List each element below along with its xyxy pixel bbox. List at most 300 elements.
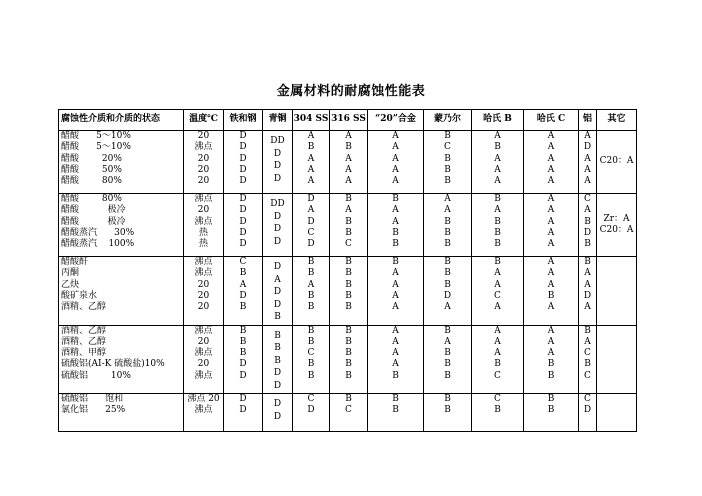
cell-line: B <box>494 405 501 416</box>
cell-line: A <box>547 302 555 313</box>
cell-line: B <box>444 268 451 279</box>
corrosion-table <box>58 109 637 432</box>
cell-line: B <box>494 359 501 370</box>
header-316ss: 316 SS <box>330 110 368 131</box>
cell-line: B <box>392 194 399 204</box>
cell-line: 酒精、乙醇 <box>61 302 107 313</box>
cell-line: A <box>584 302 591 313</box>
cell-line: B <box>547 359 555 370</box>
cell-line: B <box>444 370 451 381</box>
iron-steel-cell <box>224 257 263 326</box>
cell-line: A <box>584 164 591 175</box>
cell-line: B <box>307 302 315 313</box>
cell-line: A <box>494 302 501 313</box>
cell-line: 硫酸铝 10% <box>61 370 131 381</box>
cell-line: A <box>584 176 591 187</box>
cell-line: D <box>239 153 247 164</box>
cell-line: A <box>584 279 591 290</box>
other-cell <box>597 194 637 257</box>
cell-line: A <box>547 336 555 347</box>
cell-line: 20 <box>197 205 210 216</box>
cell-line: A <box>494 268 501 279</box>
alloy20-cell <box>368 325 424 394</box>
cell-line: B <box>494 194 501 204</box>
cell-line: D <box>273 211 282 222</box>
cell-line: 沸点 <box>194 348 213 359</box>
cell-line: B <box>444 257 451 267</box>
cell-line: B <box>307 268 315 279</box>
monel-cell <box>424 131 472 194</box>
cell-line: DD <box>270 136 285 146</box>
iron-steel-cell <box>224 131 263 194</box>
cell-line: A <box>547 205 555 216</box>
temperature-cell <box>184 394 224 432</box>
alloy20-cell <box>368 394 424 432</box>
cell-line: B <box>444 176 451 187</box>
cell-line: B <box>307 359 315 370</box>
media-cell <box>59 131 184 194</box>
cell-line: C <box>239 257 247 267</box>
cell-line: D <box>273 161 282 171</box>
monel-cell <box>424 194 472 257</box>
bronze-cell <box>263 194 293 257</box>
cell-line: 20 <box>197 302 210 313</box>
cell-line: B <box>494 227 501 238</box>
iron-steel-cell <box>224 394 263 432</box>
cell-line: D <box>273 411 282 422</box>
hastelloy-c-cell <box>524 257 579 326</box>
cell-line: A <box>494 205 501 216</box>
cell-line: B <box>584 325 591 336</box>
cell-line: B <box>345 268 352 279</box>
cell-line: A <box>547 268 555 279</box>
aluminum-cell <box>579 257 597 326</box>
cell-line: B <box>274 343 281 353</box>
cell-line: D <box>273 173 282 184</box>
alloy20-cell <box>368 194 424 257</box>
header-hastelloy-b: 哈氏 B <box>472 110 524 131</box>
cell-line: 醋酸 20% <box>61 153 122 164</box>
ss304-cell <box>293 325 330 394</box>
cell-line: B <box>547 405 555 416</box>
other-cell <box>597 257 637 326</box>
cell-line: C <box>307 394 315 404</box>
ss316-cell <box>330 394 368 432</box>
header-monel: 蒙乃尔 <box>424 110 472 131</box>
table-row <box>59 131 637 194</box>
cell-line: C <box>584 394 591 404</box>
media-cell <box>59 194 184 257</box>
monel-cell <box>424 257 472 326</box>
cell-line: A <box>392 336 399 347</box>
cell-line: A <box>547 131 555 141</box>
cell-line: D <box>239 405 247 416</box>
cell-line: A <box>547 194 555 204</box>
cell-line: A <box>547 216 555 227</box>
ss304-cell <box>293 194 330 257</box>
cell-line: C20：A <box>599 225 634 235</box>
cell-line: A <box>584 205 591 216</box>
cell-line: D <box>239 290 247 301</box>
cell-line: A <box>494 348 501 359</box>
cell-line: 酒精、乙醇 <box>61 325 107 336</box>
cell-line: B <box>444 131 451 141</box>
cell-line: 沸点 <box>194 194 213 204</box>
cell-line: A <box>392 142 399 153</box>
cell-line: D <box>273 287 282 297</box>
cell-line: A <box>494 176 501 187</box>
header-304ss: 304 SS <box>293 110 330 131</box>
cell-line: B <box>584 239 591 250</box>
cell-line: 醋酸 极冷 <box>61 205 126 216</box>
cell-line: 醋酸 5～10% <box>61 131 131 141</box>
cell-line: B <box>547 370 555 381</box>
cell-line: A <box>584 131 591 141</box>
cell-line: A <box>584 153 591 164</box>
cell-line: A <box>392 164 399 175</box>
cell-line: Zr：A <box>603 213 630 224</box>
alloy20-cell <box>368 257 424 326</box>
ss304-cell <box>293 257 330 326</box>
cell-line: 沸点 <box>194 142 213 153</box>
cell-line: D <box>307 216 315 227</box>
cell-line: 20 <box>197 359 210 370</box>
bronze-cell <box>263 131 293 194</box>
cell-line: A <box>494 325 501 336</box>
cell-line: B <box>392 239 399 250</box>
cell-line: D <box>239 394 247 404</box>
cell-line: D <box>239 194 247 204</box>
aluminum-cell <box>579 194 597 257</box>
cell-line: D <box>443 290 452 301</box>
cell-line: 醋酸蒸汽 30% <box>61 227 135 238</box>
cell-line: 热 <box>198 239 208 250</box>
cell-line: 醋酸 80% <box>61 176 122 187</box>
cell-line: D <box>307 405 315 416</box>
cell-line: B <box>345 359 352 370</box>
cell-line: A <box>345 153 352 164</box>
cell-line: 20 <box>197 153 210 164</box>
cell-line: 硫酸铝 饱和 <box>61 394 124 404</box>
cell-line: B <box>239 268 247 279</box>
cell-line: 醋酸 50% <box>61 164 122 175</box>
cell-line: C <box>584 370 591 381</box>
cell-line: A <box>547 325 555 336</box>
cell-line: D <box>583 227 592 238</box>
cell-line: 20 <box>197 336 210 347</box>
cell-line: 醋酸 极冷 <box>61 216 126 227</box>
cell-line: B <box>444 405 451 416</box>
cell-line: D <box>273 224 282 234</box>
iron-steel-cell <box>224 194 263 257</box>
cell-line: A <box>494 279 501 290</box>
aluminum-cell <box>579 131 597 194</box>
page-title: 金属材料的耐腐蚀性能表 <box>276 84 426 99</box>
cell-line: B <box>584 216 591 227</box>
cell-line: D <box>239 164 247 175</box>
cell-line: 醋酸酐 <box>61 257 89 267</box>
cell-line: B <box>345 194 352 204</box>
media-cell <box>59 257 184 326</box>
table-row <box>59 394 637 432</box>
hastelloy-c-cell <box>524 325 579 394</box>
cell-line: C <box>444 142 451 153</box>
hastelloy-b-cell <box>472 325 524 394</box>
cell-line: B <box>307 257 315 267</box>
cell-line: 热 <box>198 227 208 238</box>
hastelloy-c-cell <box>524 394 579 432</box>
hastelloy-b-cell <box>472 194 524 257</box>
cell-line: B <box>584 257 591 267</box>
cell-line: C <box>584 348 591 359</box>
cell-line: D <box>273 148 282 159</box>
iron-steel-cell <box>224 325 263 394</box>
cell-line: A <box>392 279 399 290</box>
hastelloy-b-cell <box>472 257 524 326</box>
cell-line: 沸点 <box>194 216 213 227</box>
other-cell <box>597 394 637 432</box>
other-cell <box>597 325 637 394</box>
cell-line: A <box>494 153 501 164</box>
cell-line: C <box>494 394 501 404</box>
other-cell <box>597 131 637 194</box>
cell-line: B <box>494 216 501 227</box>
cell-line: A <box>392 216 399 227</box>
hastelloy-b-cell <box>472 394 524 432</box>
cell-line: B <box>345 348 352 359</box>
cell-line: 沸点 <box>194 257 213 267</box>
cell-line: 醋酸 5～10% <box>61 142 131 153</box>
cell-line: B <box>239 325 247 336</box>
cell-line: A <box>494 164 501 175</box>
cell-line: B <box>444 227 451 238</box>
table-row <box>59 194 637 257</box>
cell-line: 酸矿泉水 <box>61 290 98 301</box>
temperature-cell <box>184 257 224 326</box>
cell-line: A <box>547 239 555 250</box>
cell-line: A <box>307 153 315 164</box>
cell-line: B <box>239 302 247 313</box>
cell-line: A <box>584 336 591 347</box>
cell-line: A <box>307 164 315 175</box>
header-media: 腐蚀性介质和介质的状态 <box>59 110 184 131</box>
cell-line: A <box>392 176 399 187</box>
monel-cell <box>424 394 472 432</box>
cell-line: B <box>444 279 451 290</box>
cell-line: D <box>273 380 282 391</box>
cell-line: D <box>239 239 247 250</box>
cell-line: A <box>345 205 352 216</box>
cell-line: C <box>494 370 501 381</box>
bronze-cell <box>263 325 293 394</box>
cell-line: B <box>392 394 399 404</box>
hastelloy-c-cell <box>524 131 579 194</box>
cell-line: D <box>239 205 247 216</box>
cell-line: B <box>345 325 352 336</box>
cell-line: D <box>273 236 282 247</box>
cell-line: D <box>273 399 282 409</box>
cell-line: D <box>583 290 592 301</box>
cell-line: B <box>345 216 352 227</box>
cell-line: 沸点 20 <box>187 394 220 404</box>
cell-line: A <box>345 176 352 187</box>
cell-line: D <box>583 142 592 153</box>
header-row <box>59 110 637 131</box>
hastelloy-b-cell <box>472 131 524 194</box>
cell-line: D <box>307 239 315 250</box>
cell-line: 乙炔 <box>61 279 80 290</box>
cell-line: B <box>274 355 281 366</box>
ss316-cell <box>330 257 368 326</box>
cell-line: D <box>239 131 247 141</box>
cell-line: 沸点 <box>194 370 213 381</box>
cell-line: B <box>274 330 281 341</box>
cell-line: A <box>494 336 501 347</box>
cell-line: C <box>345 405 352 416</box>
cell-line: B <box>345 394 352 404</box>
cell-line: B <box>494 257 501 267</box>
cell-line: B <box>392 370 399 381</box>
cell-line: B <box>547 290 555 301</box>
cell-line: B <box>547 394 555 404</box>
cell-line: A <box>345 164 352 175</box>
cell-line: A <box>307 279 315 290</box>
cell-line: A <box>239 279 247 290</box>
cell-line: B <box>444 359 451 370</box>
bronze-cell <box>263 394 293 432</box>
cell-line: B <box>392 405 399 416</box>
cell-line: A <box>392 325 399 336</box>
cell-line: A <box>392 302 399 313</box>
cell-line: B <box>392 227 399 238</box>
cell-line: B <box>239 336 247 347</box>
table-row <box>59 257 637 326</box>
cell-line: 醋酸 80% <box>61 194 122 204</box>
cell-line: B <box>392 257 399 267</box>
cell-line: 20 <box>197 131 210 141</box>
cell-line: C <box>307 348 315 359</box>
header-other: 其它 <box>597 110 637 131</box>
cell-line: A <box>392 290 399 301</box>
cell-line: 20 <box>197 164 210 175</box>
hastelloy-c-cell <box>524 194 579 257</box>
cell-line: B <box>444 153 451 164</box>
cell-line: A <box>392 348 399 359</box>
cell-line: A <box>307 205 315 216</box>
ss304-cell <box>293 394 330 432</box>
cell-line: B <box>444 394 451 404</box>
cell-line: D <box>239 216 247 227</box>
ss316-cell <box>330 194 368 257</box>
cell-line: A <box>584 268 591 279</box>
cell-line: C20：A <box>599 156 634 167</box>
cell-line: A <box>274 274 281 285</box>
ss304-cell <box>293 131 330 194</box>
cell-line: DD <box>270 199 285 209</box>
cell-line: B <box>345 336 352 347</box>
cell-line: D <box>307 194 315 204</box>
cell-line: B <box>444 239 451 250</box>
cell-line: A <box>444 302 451 313</box>
cell-line: A <box>307 176 315 187</box>
cell-line: A <box>547 257 555 267</box>
temperature-cell <box>184 131 224 194</box>
cell-line: B <box>444 325 451 336</box>
cell-line: B <box>307 370 315 381</box>
cell-line: B <box>584 359 591 370</box>
cell-line: D <box>273 262 282 272</box>
cell-line: C <box>584 194 591 204</box>
cell-line: A <box>444 194 451 204</box>
cell-line: D <box>583 405 592 416</box>
cell-line: 酒精、乙醇 <box>61 336 107 347</box>
cell-line: B <box>345 370 352 381</box>
cell-line: 醋酸蒸汽 100% <box>61 239 135 250</box>
cell-line: 丙酮 <box>61 268 80 279</box>
cell-line: B <box>345 302 352 313</box>
cell-line: A <box>444 336 451 347</box>
cell-line: 20 <box>197 279 210 290</box>
cell-line: 20 <box>197 176 210 187</box>
cell-line: D <box>239 227 247 238</box>
header-temp: 温度℃ <box>184 110 224 131</box>
aluminum-cell <box>579 325 597 394</box>
ss316-cell <box>330 325 368 394</box>
cell-line: A <box>547 176 555 187</box>
temperature-cell <box>184 194 224 257</box>
cell-line: A <box>547 279 555 290</box>
ss316-cell <box>330 131 368 194</box>
cell-line: B <box>444 216 451 227</box>
cell-line: B <box>307 325 315 336</box>
temperature-cell <box>184 325 224 394</box>
cell-line: D <box>273 368 282 378</box>
cell-line: A <box>547 348 555 359</box>
cell-line: 20 <box>197 290 210 301</box>
header-alloy20: “20”合金 <box>368 110 424 131</box>
table-row <box>59 325 637 394</box>
cell-line: A <box>345 131 352 141</box>
cell-line: B <box>345 227 352 238</box>
monel-cell <box>424 325 472 394</box>
cell-line: A <box>392 268 399 279</box>
cell-line: A <box>392 205 399 216</box>
cell-line: A <box>392 359 399 370</box>
cell-line: 氯化铝 25% <box>61 405 126 416</box>
media-cell <box>59 394 184 432</box>
cell-line: B <box>494 142 501 153</box>
cell-line: 硫酸铝(AI-K 硫酸盐)10% <box>61 359 165 370</box>
cell-line: A <box>494 131 501 141</box>
cell-line: B <box>307 336 315 347</box>
cell-line: D <box>273 299 282 310</box>
alloy20-cell <box>368 131 424 194</box>
cell-line: A <box>392 131 399 141</box>
cell-line: B <box>274 312 281 322</box>
cell-line: B <box>444 348 451 359</box>
cell-line: 酒精、甲醇 <box>61 348 107 359</box>
cell-line: C <box>345 239 352 250</box>
bronze-cell <box>263 257 293 326</box>
cell-line: 沸点 <box>194 268 213 279</box>
cell-line: A <box>547 142 555 153</box>
cell-line: D <box>239 176 247 187</box>
cell-line: B <box>345 142 352 153</box>
cell-line: A <box>307 131 315 141</box>
cell-line: A <box>392 153 399 164</box>
cell-line: 沸点 <box>194 325 213 336</box>
media-cell <box>59 325 184 394</box>
